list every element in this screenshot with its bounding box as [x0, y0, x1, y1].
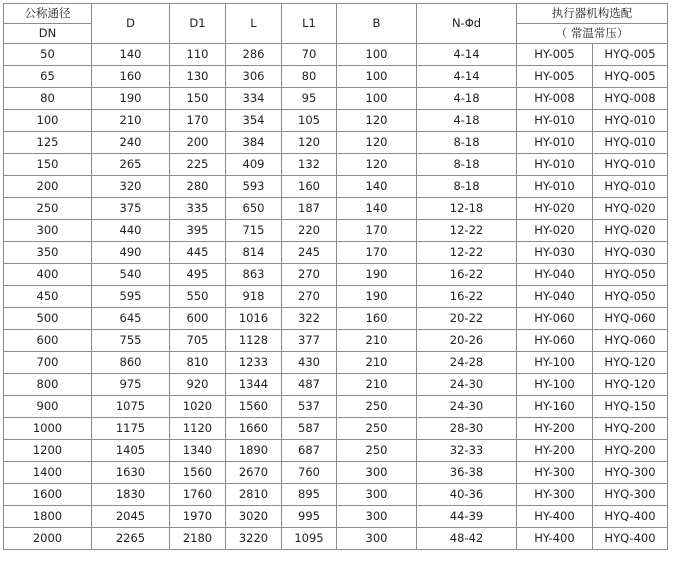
- cell-l: 354: [226, 110, 282, 132]
- cell-d1: 1970: [170, 506, 226, 528]
- cell-d1: 110: [170, 44, 226, 66]
- table-row: [4, 198, 668, 220]
- cell-l: 3020: [226, 506, 282, 528]
- cell-bolt-holes: 16-22: [417, 264, 517, 286]
- cell-d1: 150: [170, 88, 226, 110]
- cell-actuator-hyq: HYQ-300: [593, 462, 668, 484]
- cell-l: 863: [226, 264, 282, 286]
- table-row: [4, 66, 668, 88]
- cell-l1: 687: [282, 440, 337, 462]
- cell-bolt-holes: 36-38: [417, 462, 517, 484]
- cell-b: 170: [337, 220, 417, 242]
- cell-d1: 1560: [170, 462, 226, 484]
- cell-l1: 322: [282, 308, 337, 330]
- table-row: [4, 264, 668, 286]
- cell-dn: 80: [4, 88, 92, 110]
- cell-actuator-hy: HY-008: [517, 88, 593, 110]
- cell-bolt-holes: 12-22: [417, 242, 517, 264]
- cell-dn: 350: [4, 242, 92, 264]
- header-actuator-condition: （ 常温常压）: [517, 24, 668, 44]
- cell-d1: 2180: [170, 528, 226, 550]
- cell-dn: 65: [4, 66, 92, 88]
- cell-d: 210: [92, 110, 170, 132]
- cell-d: 265: [92, 154, 170, 176]
- cell-bolt-holes: 16-22: [417, 286, 517, 308]
- cell-b: 300: [337, 462, 417, 484]
- cell-b: 210: [337, 374, 417, 396]
- cell-d1: 170: [170, 110, 226, 132]
- table-row: [4, 462, 668, 484]
- cell-dn: 600: [4, 330, 92, 352]
- cell-l: 918: [226, 286, 282, 308]
- cell-l1: 430: [282, 352, 337, 374]
- cell-l: 1660: [226, 418, 282, 440]
- cell-l: 3220: [226, 528, 282, 550]
- header-l: L: [226, 4, 282, 44]
- cell-d: 1405: [92, 440, 170, 462]
- cell-actuator-hy: HY-100: [517, 374, 593, 396]
- table-row: [4, 396, 668, 418]
- cell-l1: 270: [282, 264, 337, 286]
- table-row: [4, 154, 668, 176]
- cell-l1: 487: [282, 374, 337, 396]
- cell-bolt-holes: 28-30: [417, 418, 517, 440]
- cell-bolt-holes: 24-30: [417, 396, 517, 418]
- cell-bolt-holes: 8-18: [417, 154, 517, 176]
- cell-actuator-hy: HY-300: [517, 462, 593, 484]
- cell-dn: 1200: [4, 440, 92, 462]
- cell-bolt-holes: 8-18: [417, 132, 517, 154]
- header-d1: D1: [170, 4, 226, 44]
- cell-bolt-holes: 4-18: [417, 110, 517, 132]
- cell-d: 645: [92, 308, 170, 330]
- cell-d: 320: [92, 176, 170, 198]
- cell-l1: 220: [282, 220, 337, 242]
- cell-actuator-hyq: HYQ-010: [593, 110, 668, 132]
- cell-d: 160: [92, 66, 170, 88]
- cell-actuator-hyq: HYQ-400: [593, 528, 668, 550]
- header-d: D: [92, 4, 170, 44]
- cell-d: 975: [92, 374, 170, 396]
- cell-l1: 377: [282, 330, 337, 352]
- cell-d1: 810: [170, 352, 226, 374]
- cell-d: 595: [92, 286, 170, 308]
- cell-dn: 1400: [4, 462, 92, 484]
- cell-d1: 130: [170, 66, 226, 88]
- cell-d1: 1340: [170, 440, 226, 462]
- cell-d: 755: [92, 330, 170, 352]
- table-row: [4, 132, 668, 154]
- cell-d: 1830: [92, 484, 170, 506]
- cell-actuator-hy: HY-030: [517, 242, 593, 264]
- cell-d1: 200: [170, 132, 226, 154]
- cell-actuator-hy: HY-005: [517, 66, 593, 88]
- cell-actuator-hyq: HYQ-060: [593, 308, 668, 330]
- cell-d1: 705: [170, 330, 226, 352]
- cell-l1: 895: [282, 484, 337, 506]
- cell-l: 1016: [226, 308, 282, 330]
- cell-l: 409: [226, 154, 282, 176]
- table-row: [4, 176, 668, 198]
- cell-l: 1128: [226, 330, 282, 352]
- cell-d1: 225: [170, 154, 226, 176]
- cell-b: 100: [337, 66, 417, 88]
- cell-dn: 250: [4, 198, 92, 220]
- cell-l: 334: [226, 88, 282, 110]
- header-row-1: [4, 4, 668, 24]
- cell-b: 210: [337, 330, 417, 352]
- cell-dn: 1000: [4, 418, 92, 440]
- cell-dn: 400: [4, 264, 92, 286]
- cell-l: 814: [226, 242, 282, 264]
- cell-dn: 125: [4, 132, 92, 154]
- cell-b: 100: [337, 44, 417, 66]
- cell-actuator-hy: HY-060: [517, 330, 593, 352]
- cell-actuator-hy: HY-010: [517, 110, 593, 132]
- cell-dn: 450: [4, 286, 92, 308]
- cell-dn: 200: [4, 176, 92, 198]
- cell-l1: 245: [282, 242, 337, 264]
- cell-l1: 160: [282, 176, 337, 198]
- cell-bolt-holes: 20-26: [417, 330, 517, 352]
- cell-b: 120: [337, 154, 417, 176]
- cell-actuator-hy: HY-040: [517, 264, 593, 286]
- cell-bolt-holes: 4-18: [417, 88, 517, 110]
- cell-actuator-hyq: HYQ-120: [593, 374, 668, 396]
- cell-bolt-holes: 44-39: [417, 506, 517, 528]
- cell-actuator-hyq: HYQ-010: [593, 154, 668, 176]
- table-row: [4, 110, 668, 132]
- cell-bolt-holes: 24-28: [417, 352, 517, 374]
- cell-actuator-hy: HY-100: [517, 352, 593, 374]
- table-row: [4, 44, 668, 66]
- table-row: [4, 220, 668, 242]
- cell-d: 2045: [92, 506, 170, 528]
- cell-actuator-hyq: HYQ-060: [593, 330, 668, 352]
- cell-b: 300: [337, 484, 417, 506]
- cell-d: 375: [92, 198, 170, 220]
- cell-b: 140: [337, 176, 417, 198]
- cell-dn: 800: [4, 374, 92, 396]
- cell-l1: 587: [282, 418, 337, 440]
- cell-actuator-hyq: HYQ-200: [593, 418, 668, 440]
- cell-d1: 550: [170, 286, 226, 308]
- cell-l1: 760: [282, 462, 337, 484]
- cell-actuator-hy: HY-010: [517, 176, 593, 198]
- cell-actuator-hyq: HYQ-008: [593, 88, 668, 110]
- cell-actuator-hy: HY-040: [517, 286, 593, 308]
- cell-actuator-hy: HY-300: [517, 484, 593, 506]
- cell-b: 140: [337, 198, 417, 220]
- cell-bolt-holes: 24-30: [417, 374, 517, 396]
- cell-actuator-hy: HY-060: [517, 308, 593, 330]
- cell-l1: 537: [282, 396, 337, 418]
- cell-l1: 1095: [282, 528, 337, 550]
- cell-actuator-hyq: HYQ-005: [593, 66, 668, 88]
- cell-b: 300: [337, 528, 417, 550]
- cell-l: 2810: [226, 484, 282, 506]
- cell-dn: 900: [4, 396, 92, 418]
- cell-l1: 70: [282, 44, 337, 66]
- cell-actuator-hyq: HYQ-300: [593, 484, 668, 506]
- cell-l1: 995: [282, 506, 337, 528]
- cell-actuator-hy: HY-010: [517, 154, 593, 176]
- table-body: [4, 44, 668, 550]
- cell-actuator-hyq: HYQ-120: [593, 352, 668, 374]
- cell-b: 120: [337, 110, 417, 132]
- cell-d: 190: [92, 88, 170, 110]
- cell-d: 1630: [92, 462, 170, 484]
- cell-dn: 1800: [4, 506, 92, 528]
- cell-actuator-hyq: HYQ-050: [593, 264, 668, 286]
- cell-d: 540: [92, 264, 170, 286]
- cell-d: 2265: [92, 528, 170, 550]
- cell-actuator-hyq: HYQ-020: [593, 220, 668, 242]
- cell-l1: 132: [282, 154, 337, 176]
- table-row: [4, 286, 668, 308]
- cell-d1: 495: [170, 264, 226, 286]
- table-row: [4, 242, 668, 264]
- cell-l1: 105: [282, 110, 337, 132]
- cell-l: 384: [226, 132, 282, 154]
- cell-l: 306: [226, 66, 282, 88]
- cell-d1: 1120: [170, 418, 226, 440]
- cell-actuator-hy: HY-200: [517, 440, 593, 462]
- cell-actuator-hyq: HYQ-010: [593, 132, 668, 154]
- cell-bolt-holes: 4-14: [417, 44, 517, 66]
- table-row: [4, 330, 668, 352]
- cell-d1: 335: [170, 198, 226, 220]
- cell-l: 715: [226, 220, 282, 242]
- cell-bolt-holes: 48-42: [417, 528, 517, 550]
- cell-d1: 920: [170, 374, 226, 396]
- cell-b: 250: [337, 440, 417, 462]
- cell-dn: 50: [4, 44, 92, 66]
- cell-actuator-hy: HY-005: [517, 44, 593, 66]
- cell-d: 1175: [92, 418, 170, 440]
- cell-l: 1560: [226, 396, 282, 418]
- cell-bolt-holes: 4-14: [417, 66, 517, 88]
- cell-l1: 80: [282, 66, 337, 88]
- cell-l1: 187: [282, 198, 337, 220]
- cell-actuator-hy: HY-010: [517, 132, 593, 154]
- cell-d: 240: [92, 132, 170, 154]
- cell-actuator-hyq: HYQ-020: [593, 198, 668, 220]
- table-row: [4, 88, 668, 110]
- cell-dn: 500: [4, 308, 92, 330]
- table-row: [4, 484, 668, 506]
- header-b: B: [337, 4, 417, 44]
- cell-d: 440: [92, 220, 170, 242]
- cell-l: 286: [226, 44, 282, 66]
- cell-l1: 120: [282, 132, 337, 154]
- cell-l: 2670: [226, 462, 282, 484]
- cell-actuator-hy: HY-400: [517, 506, 593, 528]
- header-bolt-holes: N-Φd: [417, 4, 517, 44]
- cell-d1: 600: [170, 308, 226, 330]
- cell-l: 1344: [226, 374, 282, 396]
- cell-b: 250: [337, 396, 417, 418]
- cell-b: 300: [337, 506, 417, 528]
- cell-dn: 150: [4, 154, 92, 176]
- cell-actuator-hyq: HYQ-200: [593, 440, 668, 462]
- cell-actuator-hyq: HYQ-010: [593, 176, 668, 198]
- cell-l1: 270: [282, 286, 337, 308]
- cell-b: 120: [337, 132, 417, 154]
- cell-actuator-hy: HY-400: [517, 528, 593, 550]
- cell-b: 100: [337, 88, 417, 110]
- cell-actuator-hyq: HYQ-030: [593, 242, 668, 264]
- cell-actuator-hyq: HYQ-400: [593, 506, 668, 528]
- cell-dn: 300: [4, 220, 92, 242]
- valve-spec-table: [3, 3, 668, 550]
- cell-dn: 2000: [4, 528, 92, 550]
- cell-bolt-holes: 20-22: [417, 308, 517, 330]
- cell-bolt-holes: 12-22: [417, 220, 517, 242]
- cell-l: 1890: [226, 440, 282, 462]
- cell-d1: 280: [170, 176, 226, 198]
- cell-b: 190: [337, 264, 417, 286]
- cell-actuator-hy: HY-020: [517, 220, 593, 242]
- cell-d1: 445: [170, 242, 226, 264]
- cell-actuator-hyq: HYQ-150: [593, 396, 668, 418]
- table-row: [4, 528, 668, 550]
- cell-bolt-holes: 40-36: [417, 484, 517, 506]
- cell-actuator-hy: HY-020: [517, 198, 593, 220]
- cell-b: 250: [337, 418, 417, 440]
- cell-dn: 700: [4, 352, 92, 374]
- cell-actuator-hy: HY-200: [517, 418, 593, 440]
- table-row: [4, 308, 668, 330]
- cell-l: 650: [226, 198, 282, 220]
- cell-d1: 1020: [170, 396, 226, 418]
- cell-d: 490: [92, 242, 170, 264]
- table-row: [4, 352, 668, 374]
- cell-actuator-hyq: HYQ-005: [593, 44, 668, 66]
- cell-l: 593: [226, 176, 282, 198]
- table-row: [4, 418, 668, 440]
- cell-b: 190: [337, 286, 417, 308]
- cell-bolt-holes: 8-18: [417, 176, 517, 198]
- cell-b: 170: [337, 242, 417, 264]
- cell-d: 1075: [92, 396, 170, 418]
- cell-actuator-hy: HY-160: [517, 396, 593, 418]
- header-actuator-options: 执行器机构选配: [517, 4, 668, 24]
- cell-d: 140: [92, 44, 170, 66]
- cell-l: 1233: [226, 352, 282, 374]
- header-dn-code: DN: [4, 24, 92, 44]
- cell-bolt-holes: 12-18: [417, 198, 517, 220]
- table-row: [4, 506, 668, 528]
- cell-b: 160: [337, 308, 417, 330]
- cell-bolt-holes: 32-33: [417, 440, 517, 462]
- cell-actuator-hyq: HYQ-050: [593, 286, 668, 308]
- cell-l1: 95: [282, 88, 337, 110]
- cell-dn: 1600: [4, 484, 92, 506]
- cell-d: 860: [92, 352, 170, 374]
- cell-d1: 1760: [170, 484, 226, 506]
- cell-b: 210: [337, 352, 417, 374]
- cell-dn: 100: [4, 110, 92, 132]
- cell-d1: 395: [170, 220, 226, 242]
- table-row: [4, 374, 668, 396]
- header-dn-label: 公称通径: [4, 4, 92, 24]
- header-l1: L1: [282, 4, 337, 44]
- table-row: [4, 440, 668, 462]
